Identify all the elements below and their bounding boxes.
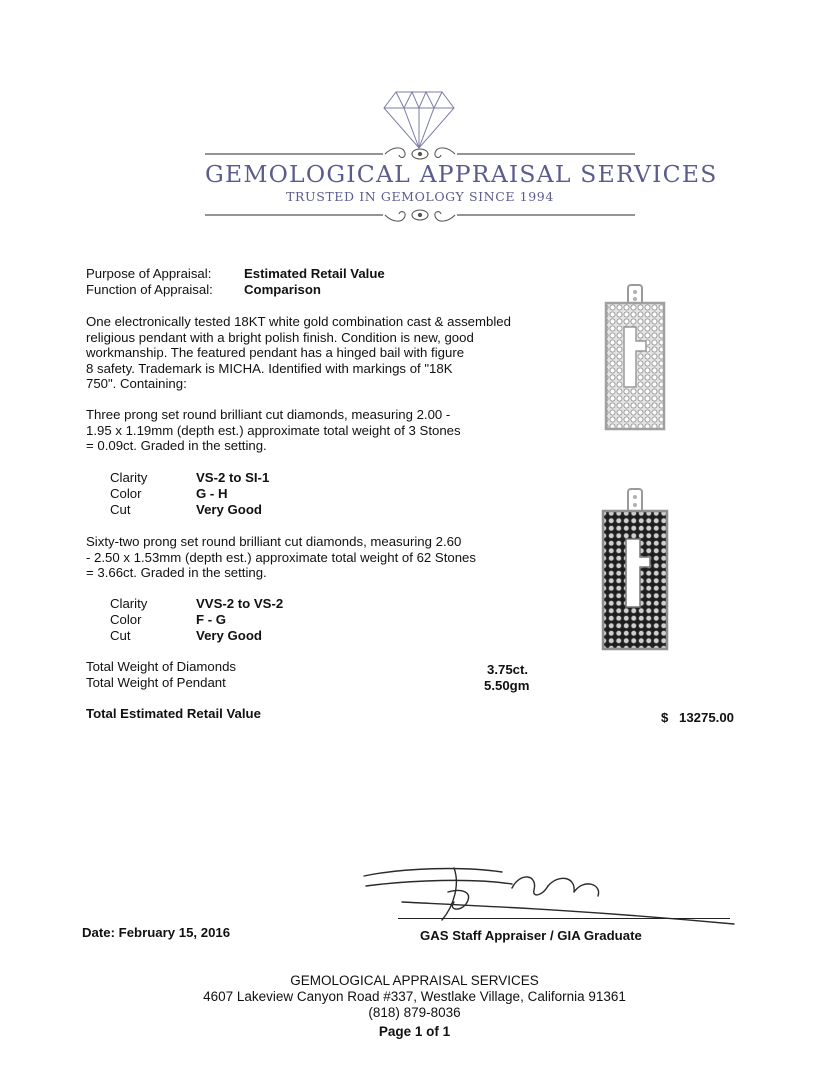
diamond-logo-icon [382, 88, 456, 150]
clarity-value-1: VS-2 to SI-1 [196, 470, 270, 485]
description-line: 8 safety. Trademark is MICHA. Identified with markings of "18K [86, 360, 453, 376]
clarity-value-2: VVS-2 to VS-2 [196, 596, 284, 611]
footer-address: 4607 Lakeview Canyon Road #337, Westlake Village, California 91361 [203, 989, 626, 1004]
appraiser-title: GAS Staff Appraiser / GIA Graduate [420, 928, 642, 943]
total-diamonds-value: 3.75ct. [487, 662, 529, 677]
stones-line: Sixty-two prong set round brilliant cut diamonds, measuring 2.60 [86, 534, 462, 549]
color-value-2: F - G [196, 612, 227, 627]
pendant-reverse-image [600, 487, 670, 653]
pendant-front-image [602, 283, 668, 433]
clarity-label-2: Clarity [110, 596, 148, 611]
total-diamonds-label: Total Weight of Diamonds [86, 659, 237, 674]
company-tagline: TRUSTED IN GEMOLOGY SINCE 1994 [286, 189, 554, 204]
stones-line: Three prong set round brilliant cut diamonds, measuring 2.00 - [86, 407, 451, 422]
stones-line: 1.95 x 1.19mm (depth est.) approximate total weight of 3 Stones [86, 422, 461, 438]
color-label-2: Color [110, 612, 142, 627]
description-line: One electronically tested 18KT white gold combination cast & assembled [86, 314, 511, 329]
description-line: 750". Containing: [86, 376, 187, 391]
total-pendant-value: 5.50gm [484, 678, 530, 693]
stones-group-1-description [86, 407, 546, 454]
color-label-1: Color [110, 486, 142, 501]
color-value-1: G - H [196, 486, 228, 501]
purpose-label: Purpose of Appraisal: [86, 266, 212, 281]
appraisal-date: Date: February 15, 2016 [82, 925, 231, 940]
total-retail-value: 13275.00 [679, 710, 735, 725]
page-number: Page 1 of 1 [378, 1024, 451, 1039]
description-line: workmanship. The featured pendant has a hinged bail with figure [86, 345, 465, 360]
stones-group-2-description [86, 534, 546, 581]
item-description [86, 314, 546, 392]
stones-line: = 3.66ct. Graded in the setting. [86, 565, 267, 580]
total-pendant-label: Total Weight of Pendant [86, 675, 226, 690]
header-bottom-rule [205, 204, 635, 226]
signature-line [398, 918, 730, 919]
stones-line: = 0.09ct. Graded in the setting. [86, 438, 267, 453]
cut-label-2: Cut [110, 628, 131, 643]
function-label: Function of Appraisal: [86, 282, 213, 297]
appraiser-signature [362, 862, 742, 932]
clarity-label-1: Clarity [110, 470, 148, 485]
retail-currency: $ [661, 710, 669, 725]
description-line: religious pendant with a bright polish finish. Condition is new, good [86, 329, 474, 345]
company-name-heading: GEMOLOGICAL APPRAISAL SERVICES [205, 160, 718, 188]
total-retail-label: Total Estimated Retail Value [86, 706, 261, 721]
stones-line: - 2.50 x 1.53mm (depth est.) approximate total weight of 62 Stones [86, 549, 476, 565]
cut-label-1: Cut [110, 502, 131, 517]
purpose-value: Estimated Retail Value [244, 266, 385, 281]
cut-value-1: Very Good [196, 502, 262, 517]
footer-phone: (818) 879-8036 [368, 1005, 461, 1020]
cut-value-2: Very Good [196, 628, 262, 643]
footer-company: GEMOLOGICAL APPRAISAL SERVICES [290, 973, 539, 988]
function-value: Comparison [244, 282, 321, 297]
